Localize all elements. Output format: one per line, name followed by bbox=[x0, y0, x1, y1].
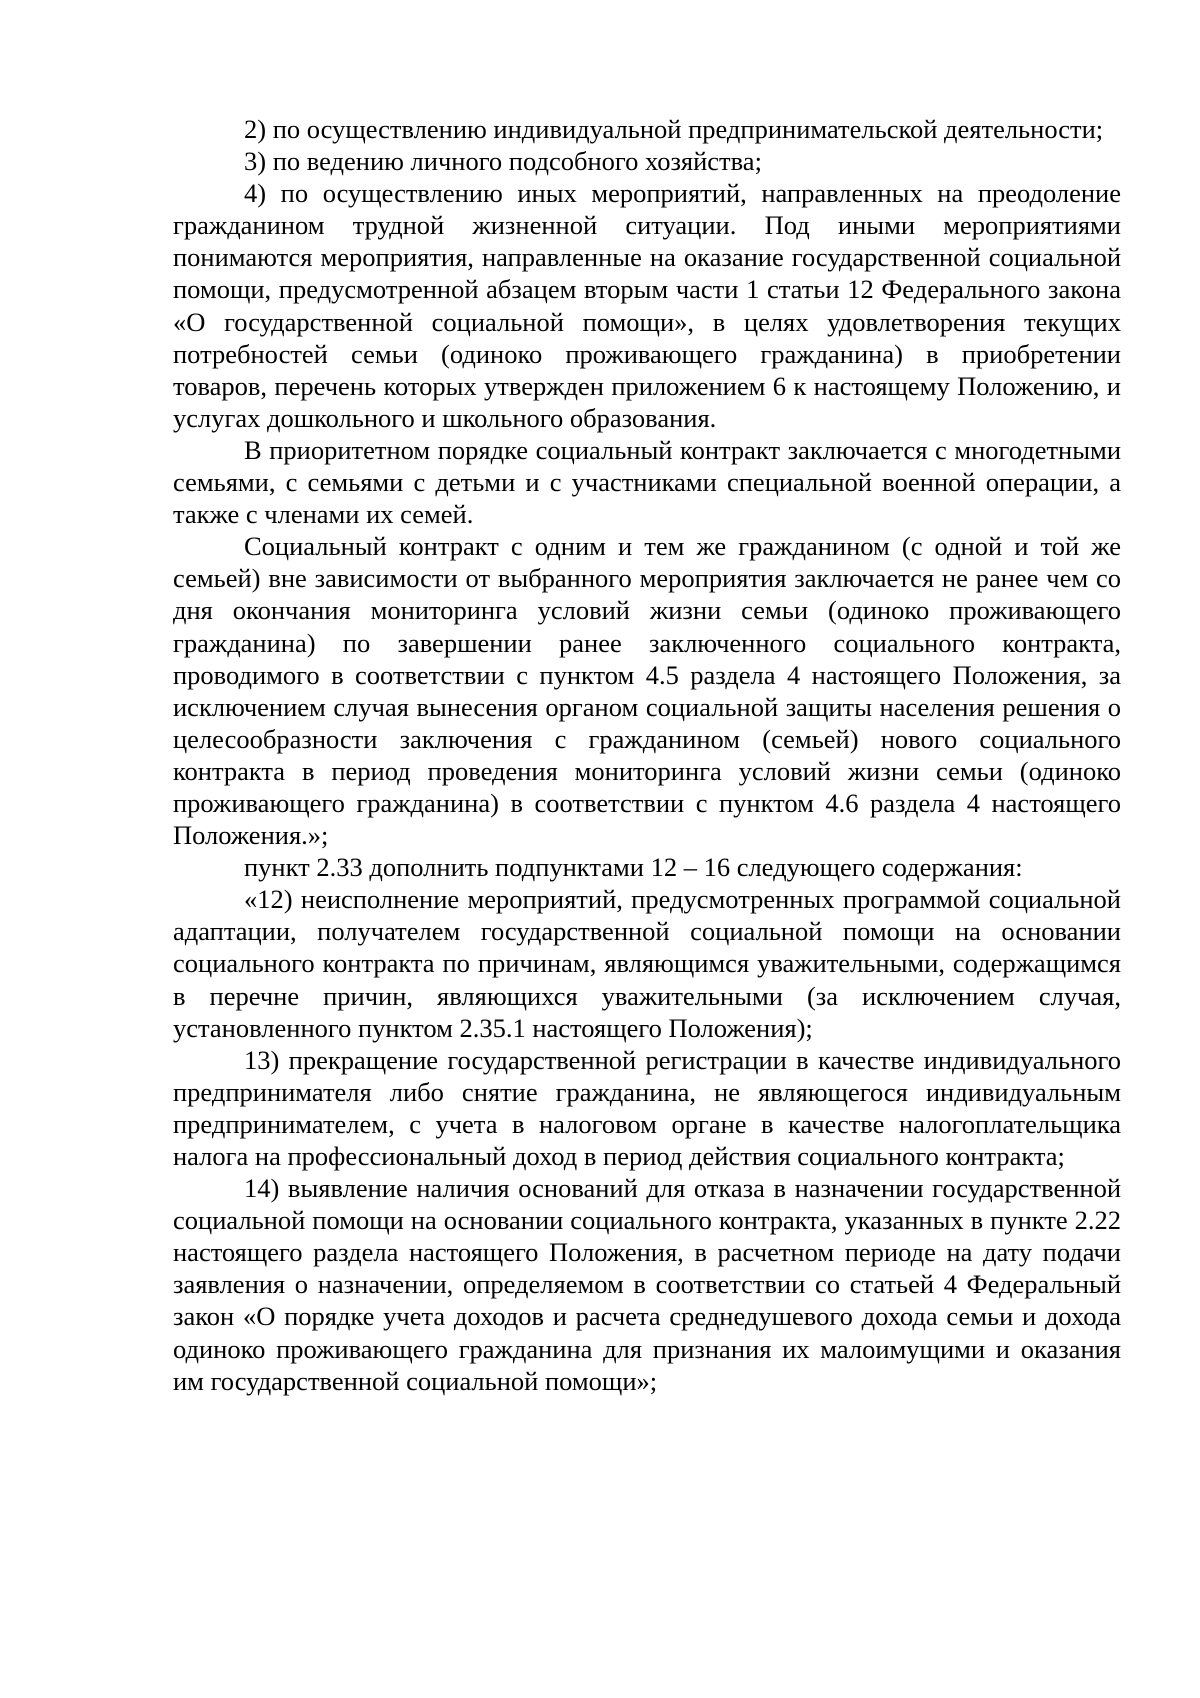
paragraph-item-4: 4) по осуществлению иных мероприятий, направленных на преодоление гражданином трудной жизненной ситуации. Под иными мероприятиями понимаются мероприятия, направленные на оказание государственной социальной помощи, предусмотренной абзацем вторым части 1 статьи 12 Федерального закона «О государственной социальной помощи», в целях удовлетворения текущих потребностей семьи (одиноко проживающего гражданина) в приобретении товаров, перечень которых утвержден приложением 6 к настоящему Положению, и услугах дошкольного и школьного образования. bbox=[173, 178, 1121, 433]
paragraph-amendment-2-33: пункт 2.33 дополнить подпунктами 12 – 16 следующего содержания: bbox=[244, 852, 1023, 883]
paragraph-repeat-contract: Социальный контракт с одним и тем же гражданином (с одной и той же семьей) вне зависимости от выбранного мероприятия заключается не ранее чем со дня окончания мониторинга условий жизни семьи (одиноко проживающего гражданина) по завершении ранее заключенного социального контракта, проводимого в соответствии с пунктом 4.5 раздела 4 настоящего Положения, за исключением случая вынесения органом социальной защиты населения решения о целесообразности заключения с гражданином (семьей) нового социального контракта в период проведения мониторинга условий жизни семьи (одиноко проживающего гражданина) в соответствии с пунктом 4.6 раздела 4 настоящего Положения.»; bbox=[173, 531, 1121, 851]
paragraph-item-3: 3) по ведению личного подсобного хозяйства; bbox=[244, 146, 762, 177]
paragraph-item-2: 2) по осуществлению индивидуальной предпринимательской деятельности; bbox=[244, 114, 1104, 144]
paragraph-subitem-13: 13) прекращение государственной регистрации в качестве индивидуального предпринимателя либо снятие гражданина, не являющегося индивидуальным предпринимателем, с учета в налоговом органе в качестве налогоплательщика налога на профессиональный доход в период действия социального контракта; bbox=[173, 1044, 1121, 1171]
document-body bbox=[173, 113, 1121, 1397]
paragraph-subitem-12: «12) неисполнение мероприятий, предусмотренных программой социальной адаптации, получателем государственной социальной помощи на основании социального контракта по причинам, являющимся уважительными, содержащимся в перечне причин, являющихся уважительными (за исключением случая, установленного пунктом 2.35.1 настоящего Положения); bbox=[173, 884, 1121, 1043]
paragraph-priority: В приоритетном порядке социальный контракт заключается с многодетными семьями, с семьями с детьми и с участниками специальной военной операции, а также с членами их семей. bbox=[173, 434, 1121, 530]
paragraph-subitem-14: 14) выявление наличия оснований для отказа в назначении государственной социальной помощи на основании социального контракта, указанных в пункте 2.22 настоящего раздела настоящего Положения, в расчетном периоде на дату подачи заявления о назначении, определяемом в соответствии со статьей 4 Федеральный закон «О порядке учета доходов и расчета среднедушевого дохода семьи и дохода одиноко проживающего гражданина для признания их малоимущими и оказания им государственной социальной помощи»; bbox=[173, 1173, 1121, 1396]
